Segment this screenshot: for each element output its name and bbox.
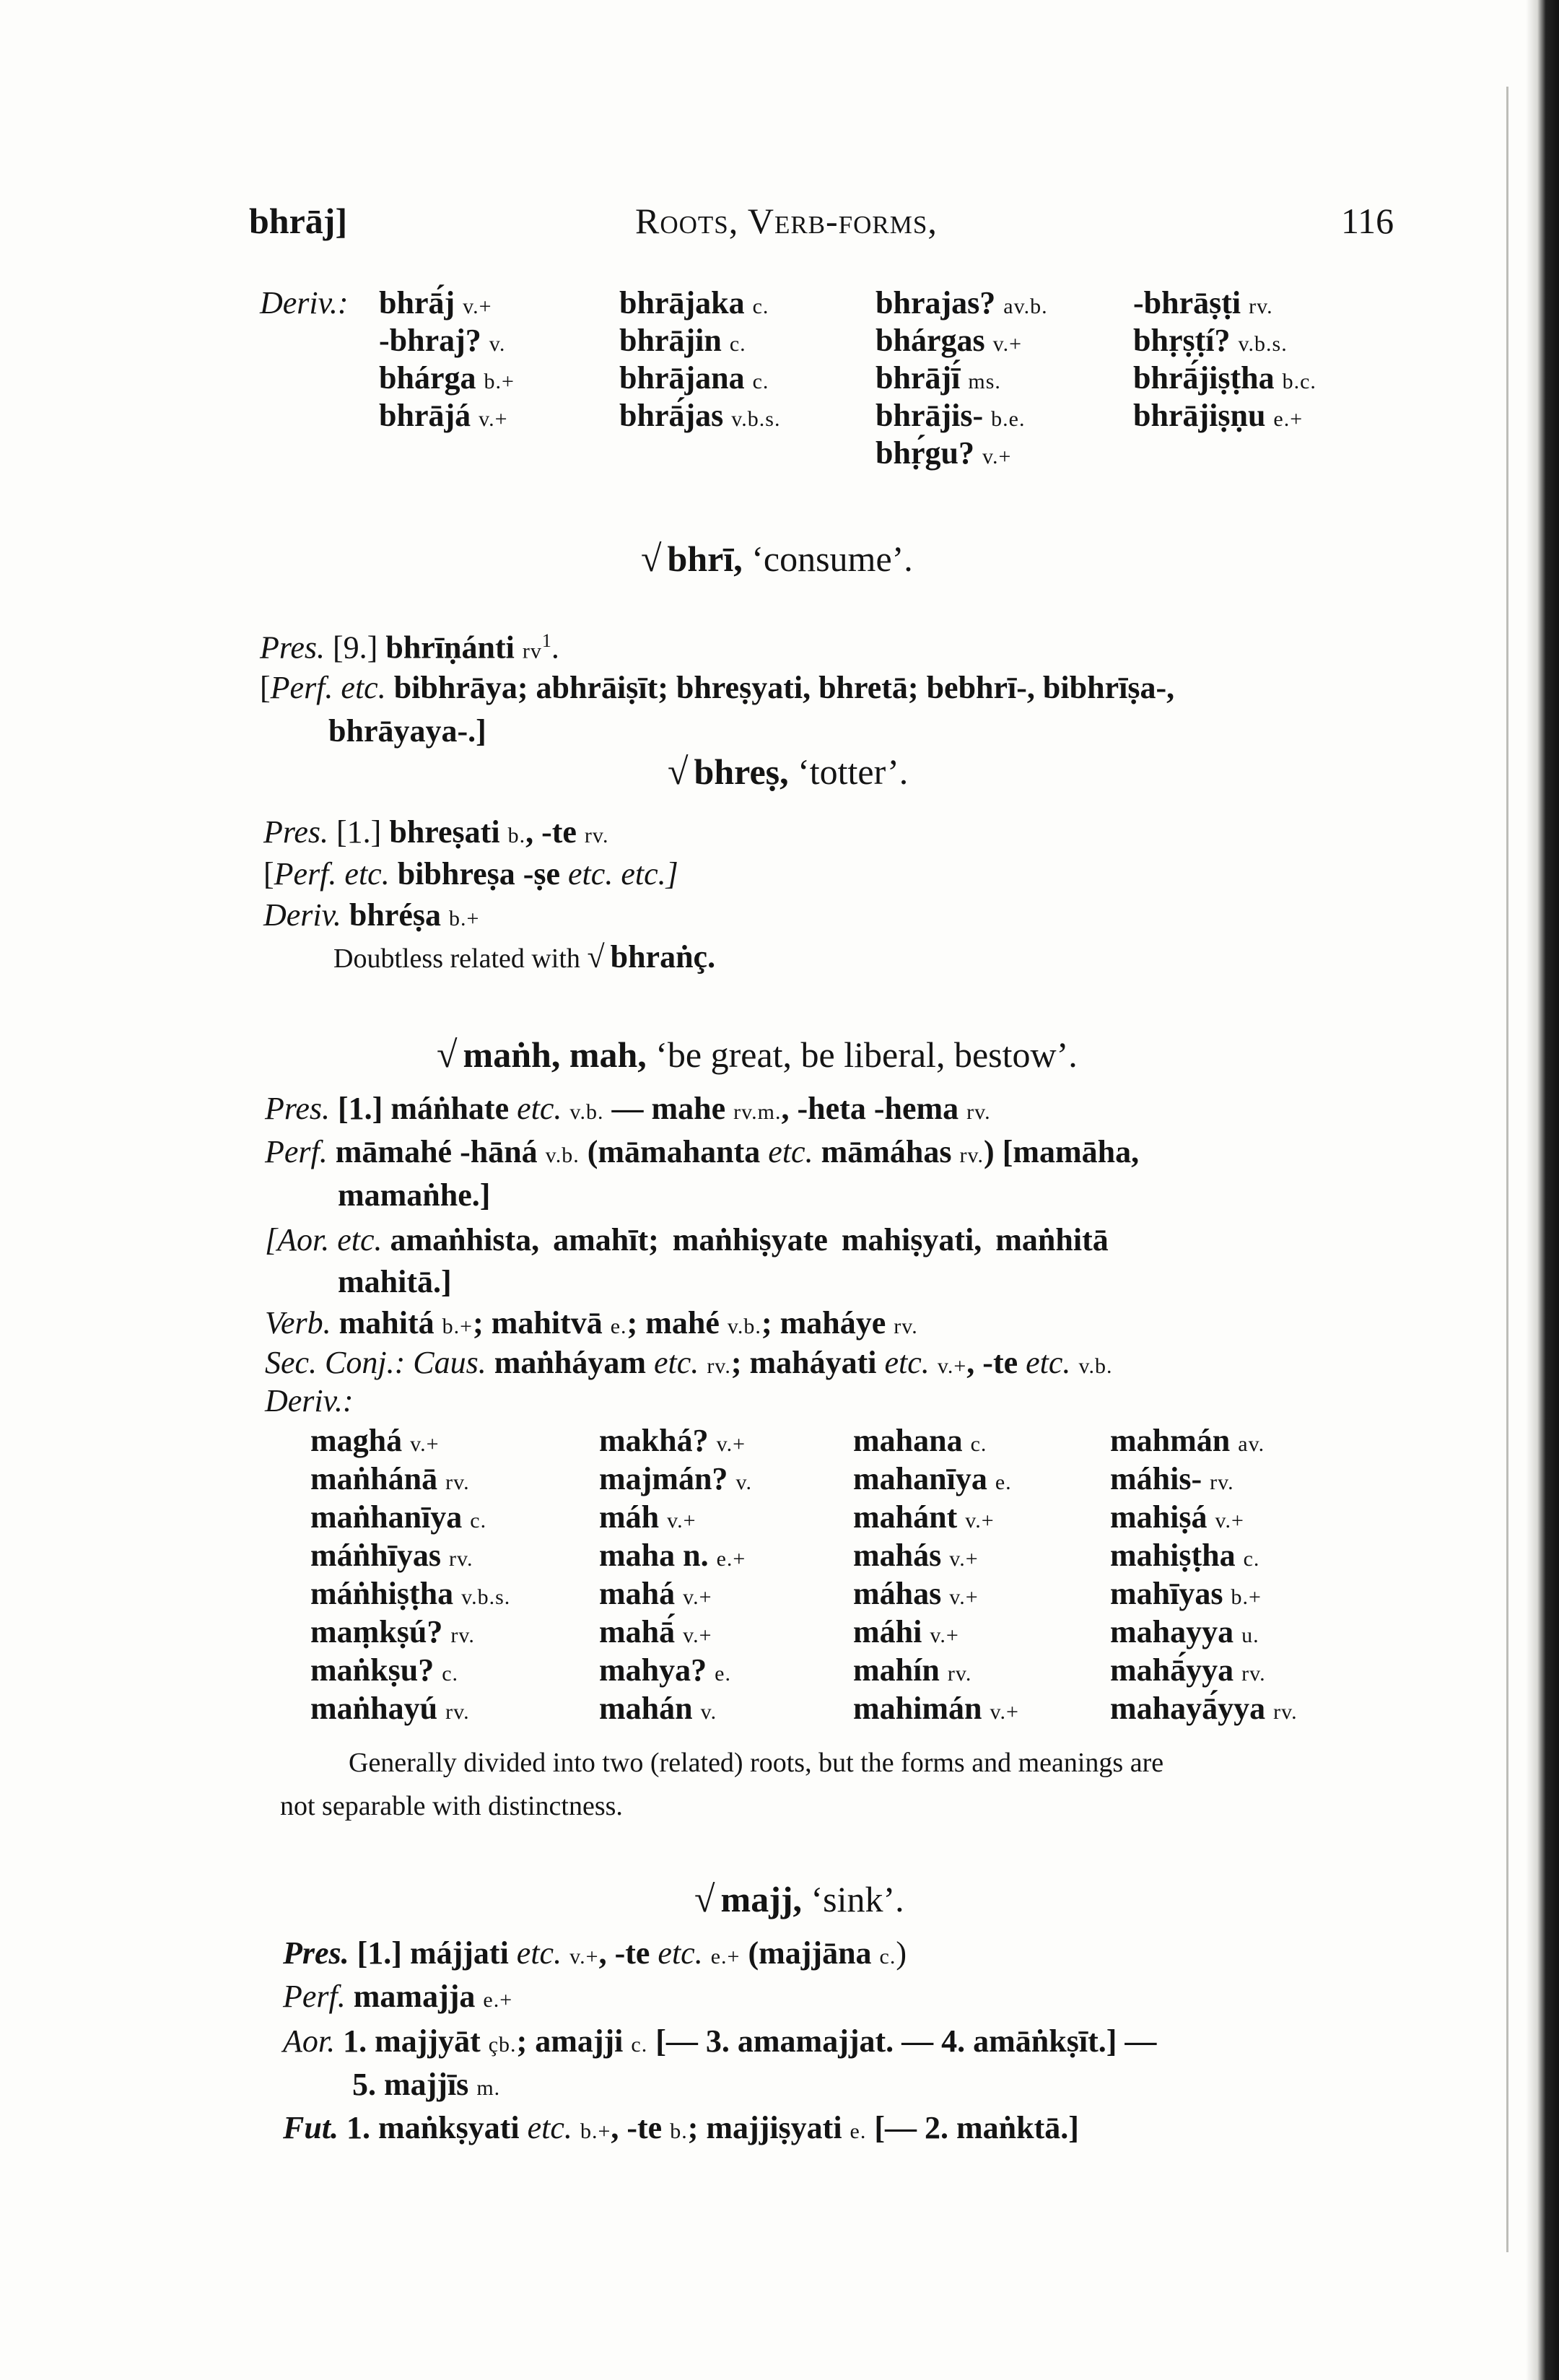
deriv-form: bhrajas? [875, 285, 996, 321]
deriv-entry [1110, 1612, 1259, 1655]
source-tag: rv. [1273, 1700, 1298, 1724]
deriv-form: bhárga [379, 360, 476, 396]
verb-form: mahitá [339, 1305, 434, 1341]
etc-note: etc. [516, 1935, 562, 1971]
deriv-form: maṅhanīya [310, 1499, 463, 1535]
source-tag: c. [752, 370, 769, 393]
verb-form: maṅháyam [494, 1345, 647, 1380]
root-headword: maṅh, mah, [463, 1034, 647, 1075]
deriv-form: mahín [853, 1652, 940, 1688]
etc-note: etc. [768, 1134, 813, 1169]
source-tag: e.+ [483, 1988, 513, 2012]
deriv-entry [310, 1497, 486, 1540]
root-gloss: ‘consume’. [751, 539, 913, 579]
verb-form: 5. majjīs [352, 2067, 469, 2102]
deriv-form: bhrājī́ [875, 360, 961, 396]
source-tag: v. [735, 1470, 752, 1494]
deriv-entry [853, 1612, 959, 1655]
deriv-entry [1133, 283, 1273, 326]
header-running-title: Roots, Verb-forms, [635, 201, 938, 241]
manh-aorist-line [265, 1220, 1109, 1260]
deriv-form: mahya? [599, 1652, 707, 1688]
source-tag: v.b. [545, 1143, 580, 1167]
deriv-form: bhrājá [379, 398, 471, 433]
deriv-form: mahimán [853, 1691, 982, 1726]
root-heading-bhri [641, 538, 913, 580]
deriv-entry [310, 1535, 473, 1579]
deriv-form: mahayya [1110, 1614, 1234, 1649]
deriv-entry [619, 283, 769, 326]
bhres-note [333, 938, 715, 975]
radical-sign-icon: √ [641, 539, 662, 580]
tense-label: Verb. [265, 1305, 331, 1341]
verb-forms: amaṅhista, amahīt; maṅhiṣyate mahiṣyati, maṅhitā [390, 1222, 1109, 1257]
deriv-entry [853, 1688, 1019, 1732]
source-tag: v.+ [463, 295, 492, 318]
deriv-entry [1110, 1535, 1259, 1579]
source-tag: rv. [584, 824, 609, 847]
source-tag: av.b. [1003, 295, 1048, 318]
root-headword: bhreṣ, [694, 751, 789, 792]
bhri-perfect-line [260, 668, 1174, 707]
deriv-entry [599, 1612, 712, 1655]
majj-present-line [283, 1933, 907, 1976]
deriv-entry [875, 321, 1022, 364]
verb-form: , -heta -hema [781, 1091, 959, 1126]
header-left-guide: bhrāj] [249, 201, 348, 241]
verb-form: 1. maṅkṣyati [346, 2110, 520, 2145]
verb-form: ; amajji [516, 2023, 624, 2059]
deriv-form: mahmán [1110, 1423, 1231, 1458]
root-gloss: ‘totter’. [798, 751, 909, 792]
deriv-form: bhrājin [619, 323, 722, 358]
tense-label: Pres. [260, 629, 326, 666]
source-tag: e. [715, 1662, 731, 1686]
deriv-form: maṅhánā [310, 1461, 438, 1496]
verb-form: (māmahanta [587, 1134, 761, 1169]
etc-note: etc. etc.] [568, 856, 678, 892]
source-tag: c. [442, 1662, 459, 1686]
source-tag: e. [850, 2119, 867, 2143]
deriv-entry [853, 1535, 979, 1579]
source-tag: b.+ [484, 370, 515, 393]
source-tag: e.+ [716, 1547, 746, 1571]
source-tag: v.b. [727, 1315, 761, 1338]
source-tag: c. [1243, 1547, 1260, 1571]
source-tag: b.+ [442, 1315, 473, 1338]
source-tag: v.+ [569, 1945, 599, 1969]
deriv-form: mahá [599, 1576, 676, 1611]
verb-form: , -te [966, 1345, 1018, 1380]
source-tag: rv. [445, 1470, 470, 1494]
etc-note: etc. [658, 1935, 703, 1971]
source-tag: v.+ [965, 1509, 995, 1533]
deriv-entry [1110, 1421, 1265, 1464]
etc-note: etc. [884, 1345, 930, 1380]
deriv-entry [619, 358, 769, 401]
verb-form: ; mahé [626, 1305, 720, 1341]
radical-sign-icon: √ [587, 939, 605, 975]
source-tag: b. [670, 2119, 688, 2143]
verb-form: , -te [611, 2110, 663, 2145]
page-binding-edge [1526, 0, 1559, 2380]
source-tag: v.b. [569, 1100, 604, 1124]
tense-label: Pres. [283, 1935, 349, 1971]
source-tag: e.+ [1273, 407, 1303, 431]
source-tag: e.+ [710, 1945, 741, 1969]
deriv-form: mahā́yya [1110, 1652, 1234, 1688]
verb-form: , -te [525, 814, 577, 850]
deriv-form: -bhrāṣṭi [1133, 285, 1241, 321]
radical-sign-icon: √ [668, 751, 689, 793]
note-text: Doubtless related with [333, 943, 580, 974]
verb-form: (majjāna [748, 1935, 872, 1971]
majj-aorist-continued [352, 2065, 500, 2108]
deriv-entry [599, 1535, 746, 1579]
source-tag: b.c. [1282, 370, 1316, 393]
bhres-perfect-line [263, 854, 678, 894]
deriv-entry [853, 1574, 979, 1617]
majj-future-line [283, 2108, 1079, 2151]
deriv-entry [599, 1421, 746, 1464]
verb-form: ; mahitvā [473, 1305, 603, 1341]
source-tag: rv. [1241, 1662, 1266, 1686]
source-tag: b.+ [580, 2119, 611, 2143]
class-number: [9.] [333, 629, 378, 666]
radical-sign-icon: √ [694, 1879, 715, 1920]
majj-perfect-line [283, 1976, 512, 2020]
manh-secondary-line [265, 1343, 1113, 1386]
punctuation: ) [896, 1935, 907, 1971]
deriv-entry [853, 1421, 987, 1464]
deriv-form: maghá [310, 1423, 403, 1458]
source-tag: e. [995, 1470, 1012, 1494]
verb-forms: [— 3. amamajjat. — 4. amāṅkṣīt.] — [655, 2023, 1157, 2059]
verb-form: bhrīṇánti [385, 629, 515, 666]
deriv-form: maṅkṣu? [310, 1652, 434, 1688]
deriv-entry [379, 396, 508, 439]
deriv-entry [1133, 358, 1316, 401]
tense-label: Perf. etc. [274, 856, 390, 892]
tense-label: Perf. [283, 1979, 346, 2014]
deriv-entry [875, 433, 1011, 476]
deriv-entry [599, 1459, 752, 1502]
deriv-entry [853, 1497, 995, 1540]
source-tag: v.b. [1078, 1354, 1113, 1378]
manh-deriv-label: Deriv.: [265, 1383, 354, 1418]
bhri-present-line [260, 621, 559, 671]
source-tag: e. [610, 1315, 627, 1338]
verb-form: , -te [598, 1935, 650, 1971]
deriv-label: Deriv. [263, 897, 341, 933]
source-tag: v.+ [930, 1623, 959, 1647]
verb-form: — mahe [611, 1091, 726, 1126]
deriv-entry [379, 358, 515, 401]
source-tag: rv. [959, 1143, 984, 1167]
deriv-form: maṃkṣú? [310, 1614, 443, 1649]
deriv-entry [599, 1497, 696, 1540]
deriv-form: mahana [853, 1423, 963, 1458]
tense-label: Perf. [265, 1134, 328, 1169]
deriv-entry [619, 396, 780, 439]
deriv-entry [310, 1612, 475, 1655]
deriv-entry [1110, 1688, 1298, 1732]
deriv-entry [599, 1650, 731, 1694]
source-tag: çb. [488, 2033, 517, 2057]
root-heading-majj [694, 1878, 904, 1921]
source-tag: rv. [450, 1623, 475, 1647]
deriv-form: mahanīya [853, 1461, 987, 1496]
verb-form: ; maháyati [730, 1345, 877, 1380]
bhres-deriv-line [263, 895, 479, 938]
manh-note-line-2: not separable with distinctness. [280, 1791, 623, 1821]
deriv-form: bhrājaka [619, 285, 745, 321]
deriv-entry [310, 1421, 440, 1464]
source-tag: v.+ [716, 1432, 746, 1456]
manh-note-line-1: Generally divided into two (related) roots, but the forms and meanings are [349, 1748, 1164, 1778]
deriv-form: mahán [599, 1691, 693, 1726]
deriv-form: majmán? [599, 1461, 728, 1496]
source-tag: v.+ [479, 407, 508, 431]
verb-form: ) [mamāha, [984, 1134, 1140, 1169]
verb-form: [— 2. maṅktā.] [874, 2110, 1079, 2145]
manh-perfect-continued: mamaṅhe.] [338, 1177, 491, 1213]
root-gloss: ‘be great, be liberal, bestow’. [655, 1034, 1078, 1075]
deriv-form: máhas [853, 1576, 942, 1611]
etc-note: etc. [1026, 1345, 1071, 1380]
bracket: [ [263, 856, 274, 892]
etc-note: etc. [527, 2110, 572, 2145]
source-tag: v.+ [992, 332, 1023, 356]
verb-form: [1.] máṅhate [338, 1091, 510, 1126]
root-headword: bhrī, [667, 539, 743, 579]
source-tag: rv. [947, 1662, 972, 1686]
deriv-form: mahás [853, 1538, 942, 1573]
source-tag: c. [631, 2033, 648, 2057]
source-tag: rv [522, 639, 542, 663]
source-tag: c. [970, 1432, 987, 1456]
verb-forms: bibhreṣa -ṣe [397, 856, 561, 892]
deriv-form: máh [599, 1499, 660, 1535]
root-gloss: ‘sink’. [811, 1879, 904, 1919]
tense-label: Fut. [283, 2110, 339, 2145]
manh-verbal-line [265, 1303, 918, 1346]
source-tag: v.+ [683, 1623, 712, 1647]
related-root: bhraṅç. [610, 939, 716, 975]
verb-form: [1.] májjati [357, 1935, 509, 1971]
class-number: [1.] [336, 814, 382, 850]
source-tag: rv. [707, 1354, 731, 1378]
tense-label: Perf. etc. [270, 670, 386, 705]
tense-label: [Aor. etc. [265, 1222, 383, 1257]
majj-aorist-line [283, 2021, 1156, 2065]
source-tag: rv.m. [733, 1100, 782, 1124]
source-tag: v.b.s. [1238, 332, 1288, 356]
deriv-entry [310, 1459, 470, 1502]
source-tag: c. [879, 1945, 896, 1969]
etc-note: etc. [654, 1345, 699, 1380]
deriv-entry [1133, 321, 1288, 364]
source-tag: v.+ [937, 1354, 967, 1378]
page-number: 116 [1341, 201, 1394, 241]
source-tag: v. [489, 332, 506, 356]
verb-form: ; maháye [761, 1305, 886, 1341]
source-tag: v.+ [410, 1432, 440, 1456]
deriv-form: bhrā́jiṣṭha [1133, 360, 1275, 396]
deriv-form: mahīyas [1110, 1576, 1223, 1611]
verb-form: mamajja [353, 1979, 476, 2014]
deriv-form: mahánt [853, 1499, 958, 1535]
manh-present-line [265, 1089, 991, 1132]
deriv-label: Deriv.: [260, 285, 349, 321]
verb-form: ; majjiṣyati [687, 2110, 842, 2145]
source-tag: v.+ [982, 445, 1012, 468]
deriv-form: -bhraj? [379, 323, 481, 358]
source-tag: rv. [1249, 295, 1273, 318]
deriv-form: máṅhīyas [310, 1538, 441, 1573]
source-tag: v.+ [683, 1585, 712, 1609]
source-tag: rv. [448, 1547, 473, 1571]
deriv-entry [1110, 1650, 1266, 1694]
source-tag: rv. [1210, 1470, 1234, 1494]
deriv-form: mahā́ [599, 1614, 676, 1649]
verb-form: 1. majjyāt [343, 2023, 481, 2059]
root-headword: majj, [720, 1879, 802, 1919]
manh-perfect-line [265, 1132, 1139, 1175]
deriv-form: bhárgas [875, 323, 985, 358]
deriv-entry [310, 1650, 458, 1694]
source-tag: b.+ [1231, 1585, 1262, 1609]
source-tag: ms. [968, 370, 1001, 393]
source-tag: c. [470, 1509, 487, 1533]
punctuation: . [551, 629, 559, 666]
source-tag: b. [507, 824, 526, 847]
etc-note: etc. [517, 1091, 562, 1126]
source-tag: v.+ [667, 1509, 696, 1533]
source-tag: b.+ [449, 907, 480, 930]
deriv-entry [379, 283, 492, 326]
deriv-form: maha n. [599, 1538, 709, 1573]
source-tag: v. [700, 1700, 717, 1724]
deriv-form: máhis- [1110, 1461, 1202, 1496]
deriv-form: bhrājiṣṇu [1133, 398, 1266, 433]
deriv-entry [310, 1574, 510, 1617]
source-tag: av. [1238, 1432, 1265, 1456]
deriv-entry [875, 358, 1001, 401]
deriv-form: bhrājis- [875, 398, 984, 433]
binding-shadow-line [1506, 87, 1508, 2252]
deriv-form: bhrā́jas [619, 398, 724, 433]
source-tag: u. [1241, 1623, 1259, 1647]
source-tag: rv. [966, 1100, 991, 1124]
source-tag: rv. [445, 1700, 470, 1724]
source-tag: v.+ [1215, 1509, 1244, 1533]
deriv-form: bhṛ́gu? [875, 435, 974, 471]
source-tag: c. [729, 332, 746, 356]
deriv-entry [1110, 1574, 1262, 1617]
deriv-form: makhá? [599, 1423, 709, 1458]
footnote-mark: 1 [541, 630, 551, 651]
deriv-entry [875, 396, 1025, 439]
radical-sign-icon: √ [437, 1034, 458, 1076]
deriv-entry [619, 321, 746, 364]
source-tag: v.+ [990, 1700, 1019, 1724]
deriv-form: mahiṣá [1110, 1499, 1208, 1535]
deriv-entry [379, 321, 505, 364]
verb-form: māmáhas [821, 1134, 952, 1169]
deriv-form: máṅhiṣṭha [310, 1576, 454, 1611]
source-tag: m. [476, 2076, 501, 2100]
source-tag: v.+ [949, 1585, 979, 1609]
bhres-present-line [263, 812, 608, 855]
source-tag: v.b.s. [461, 1585, 511, 1609]
deriv-entry [1110, 1459, 1234, 1502]
deriv-form: bhrā́j [379, 285, 455, 321]
bracket: [ [260, 670, 271, 705]
tense-label: Aor. [283, 2023, 336, 2059]
source-tag: v.+ [949, 1547, 979, 1571]
source-tag: rv. [894, 1315, 918, 1338]
deriv-entry [599, 1688, 717, 1732]
verb-forms: bibhrāya; abhrāiṣīt; bhreṣyati, bhretā; bebhrī-, bibhrīṣa-, [393, 670, 1175, 705]
deriv-form: bhrājana [619, 360, 745, 396]
tense-label: Pres. [265, 1091, 331, 1126]
manh-aorist-continued: mahitā.] [338, 1264, 452, 1299]
deriv-form: bhṛṣṭí? [1133, 323, 1231, 358]
tense-label: Pres. [263, 814, 329, 850]
source-tag: v.b.s. [731, 407, 781, 431]
bhri-perfect-continued: bhrāyaya-.] [328, 713, 486, 749]
root-heading-manh [437, 1034, 1078, 1076]
deriv-form: máhi [853, 1614, 922, 1649]
verb-form: māmahé -hāná [335, 1134, 538, 1169]
source-tag: b.e. [991, 407, 1026, 431]
deriv-form: maṅhayú [310, 1691, 438, 1726]
tense-label: Sec. Conj.: Caus. [265, 1345, 486, 1380]
root-heading-bhres [668, 751, 908, 793]
deriv-entry [853, 1459, 1012, 1502]
verb-form: bhreṣati [389, 814, 500, 850]
deriv-form: bhréṣa [349, 897, 442, 933]
deriv-entry [599, 1574, 712, 1617]
deriv-entry [875, 283, 1048, 326]
deriv-form: mahayā́yya [1110, 1691, 1266, 1726]
deriv-entry [310, 1688, 470, 1732]
source-tag: c. [752, 295, 769, 318]
deriv-entry [1133, 396, 1303, 439]
deriv-entry [1110, 1497, 1244, 1540]
deriv-entry [853, 1650, 971, 1694]
deriv-form: mahiṣṭha [1110, 1538, 1236, 1573]
